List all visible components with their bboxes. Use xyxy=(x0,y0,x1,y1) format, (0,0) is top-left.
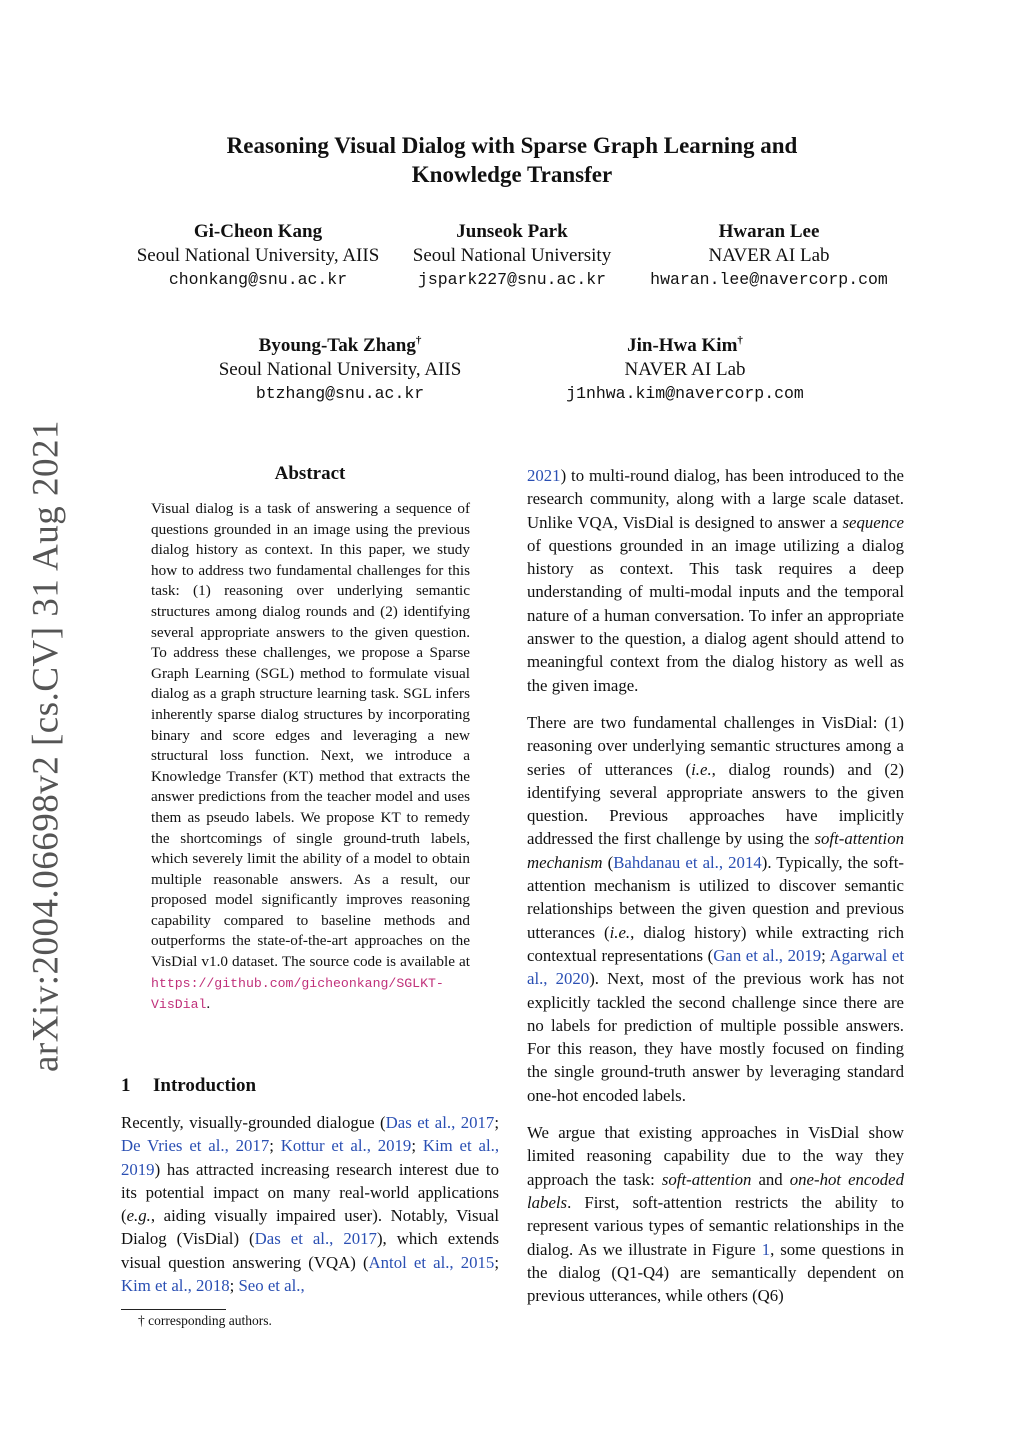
body-text: ; xyxy=(269,1136,281,1156)
emphasis-text: i.e. xyxy=(691,759,712,779)
author-affiliation: Seoul National University, AIIS xyxy=(136,245,380,266)
author-email: btzhang@snu.ac.kr xyxy=(255,384,425,403)
paper-title xyxy=(0,131,1024,189)
emphasis-text: sequence xyxy=(842,512,904,532)
body-text: , dialog history) while extracting rich contextual representations ( xyxy=(527,922,904,965)
body-text: and xyxy=(751,1169,790,1189)
emphasis-text: i.e. xyxy=(609,922,631,942)
author-affiliation: NAVER AI Lab xyxy=(624,359,746,380)
citation-link[interactable]: Kim et al., 2018 xyxy=(121,1276,230,1296)
corresponding-mark: † xyxy=(415,334,422,347)
right-column xyxy=(527,464,904,1321)
emphasis-text: one-hot encoded labels xyxy=(527,1169,904,1212)
author-email: hwaran.lee@navercorp.com xyxy=(650,270,888,289)
abstract-body xyxy=(151,499,470,1016)
author-name: Jin-Hwa Kim† xyxy=(627,334,743,356)
body-text: We argue that existing approaches in VisDial show limited reasoning capability due to the way they approach the task: xyxy=(527,1123,904,1189)
author-email: chonkang@snu.ac.kr xyxy=(168,270,348,289)
body-text: ). Typically, the soft-attention mechanism is utilized to discover semantic relationships between the given question and previous utterances ( xyxy=(527,852,904,942)
citation-link[interactable]: Kottur et al., 2019 xyxy=(280,1136,412,1156)
body-text: ). Next, most of the previous work has not explicitly tackled the second challenge since there are no labels for prediction of multiple possible answers. For this reason, they have mostly focused on finding the single ground-truth answer by leveraging standard one-hot encoded labels. xyxy=(527,969,905,1105)
source-code-link[interactable]: https://github.com/gicheonkang/SGLKT-VisDial xyxy=(151,975,444,1013)
citation-link[interactable]: Antol et al., 2015 xyxy=(368,1252,495,1272)
intro-paragraph xyxy=(121,1111,499,1297)
body-text: ( xyxy=(602,852,614,872)
body-paragraph xyxy=(527,711,904,1107)
section-number: 1 xyxy=(121,1075,131,1096)
citation-link[interactable]: Kim et al., 2019 xyxy=(121,1136,500,1179)
author-email: j1nhwa.kim@navercorp.com xyxy=(566,384,804,403)
citation-link[interactable]: Das et al., 2017 xyxy=(254,1229,377,1249)
citation-link[interactable]: Das et al., 2017 xyxy=(385,1113,495,1132)
abstract-end: . xyxy=(206,995,211,1013)
citation-link[interactable]: Gan et al., 2019 xyxy=(713,945,822,965)
body-text: ) has attracted increasing research interest due to its potential impact on many real-world applications ( xyxy=(121,1159,499,1226)
abstract-heading: Abstract xyxy=(274,463,346,484)
paper-title-line2: Knowledge Transfer xyxy=(411,162,613,187)
author-block xyxy=(540,334,830,406)
section-heading xyxy=(121,1075,256,1097)
body-text: ), which extends visual question answering (VQA) ( xyxy=(121,1229,500,1272)
emphasis-text: soft-attention mechanism xyxy=(527,829,904,872)
body-text: of questions grounded in an image utilizing a dialog history as context. This task requires a deep understanding of multi-modal inputs and the temporal nature of a human conversation. To infer an appropriate answer to the question, a dialog agent should attend to meaningful context from the dialog history as well as the given image. xyxy=(527,535,904,695)
author-name: Byoung-Tak Zhang† xyxy=(258,334,422,356)
body-text: Recently, visually-grounded dialogue ( xyxy=(121,1113,386,1132)
body-text: ; xyxy=(821,945,830,965)
citation-link[interactable]: Seo et al., xyxy=(238,1276,305,1296)
emphasis-text: soft-attention xyxy=(661,1169,752,1189)
body-text: , dialog rounds) and (2) identifying several appropriate answers to the given question. Previous approaches have implicitly addressed the first challenge by using the xyxy=(527,759,904,849)
citation-link[interactable]: 1 xyxy=(761,1239,771,1259)
abstract-text: Visual dialog is a task of answering a sequence of questions grounded in an image using the previous dialog history as context. In this paper, we study how to address two fundamental challenges for this task: (1) reasoning over underlying semantic structures among dialog rounds and (2) identifying several appropriate answers to the given question. To address these challenges, we propose a Sparse Graph Learning (SGL) method to formulate visual dialog as a graph structure learning task. SGL infers inherently sparse dialog structures by incorporating binary and score edges and leveraging a new structural loss function. Next, we introduce a Knowledge Transfer (KT) method that extracts the answer predictions from the teacher model and uses them as pseudo labels. We propose KT to remedy the shortcomings of single ground-truth labels, which severely limit the ability of a model to obtain multiple reasonable answers. As a result, our proposed model significantly improves reasoning capability compared to baseline methods and outperforms the state-of-the-art approaches on the VisDial v1.0 dataset. The source code is available at xyxy=(151,500,470,971)
author-block xyxy=(630,220,908,292)
author-block xyxy=(123,220,393,292)
author-name: Hwaran Lee xyxy=(718,221,820,242)
emphasis-text: e.g. xyxy=(126,1206,151,1226)
arxiv-identifier: arXiv:2004.06698v2 [cs.CV] 31 Aug 2021 xyxy=(25,419,67,1073)
body-text: ; xyxy=(229,1276,239,1296)
author-block xyxy=(200,334,480,406)
body-text: ; xyxy=(494,1252,499,1272)
body-text: . First, soft-attention restricts the ability to represent various types of semantic relationships in the dialog. As we illustrate in Figure xyxy=(527,1192,904,1259)
body-text: , aiding visually impaired user). Notably, Visual Dialog (VisDial) ( xyxy=(121,1206,499,1249)
body-paragraph xyxy=(527,464,904,697)
citation-link[interactable]: Agarwal et al., 2020 xyxy=(527,945,904,989)
citation-link[interactable]: 2021 xyxy=(527,466,561,485)
body-text: There are two fundamental challenges in VisDial: (1) reasoning over underlying semantic structures among a series of utterances ( xyxy=(527,712,904,779)
paper-title-line1: Reasoning Visual Dialog with Sparse Graph Learning and xyxy=(226,133,798,158)
author-affiliation: Seoul National University, AIIS xyxy=(218,359,462,380)
footnote: † corresponding authors. xyxy=(138,1313,272,1328)
body-text: ; xyxy=(411,1136,423,1156)
body-text: ) to multi-round dialog, has been introduced to the research community, along with a large scale dataset. Unlike VQA, VisDial is designed to answer a xyxy=(527,466,904,532)
author-name: Junseok Park xyxy=(456,221,568,242)
citation-link[interactable]: De Vries et al., 2017 xyxy=(121,1136,270,1156)
body-paragraph xyxy=(527,1121,904,1307)
author-name: Gi-Cheon Kang xyxy=(193,221,323,242)
author-affiliation: NAVER AI Lab xyxy=(708,245,830,266)
author-block xyxy=(399,220,625,292)
citation-link[interactable]: Bahdanau et al., 2014 xyxy=(613,852,762,872)
body-text: , some questions in the dialog (Q1-Q4) are semantically dependent on previous utterances, while others (Q6) xyxy=(527,1239,905,1306)
author-affiliation: Seoul National University xyxy=(412,245,612,266)
author-email: jspark227@snu.ac.kr xyxy=(417,270,607,289)
section-title: Introduction xyxy=(153,1075,257,1096)
body-text: ; xyxy=(494,1113,499,1132)
footnote-rule xyxy=(121,1309,226,1310)
corresponding-mark: † xyxy=(737,334,743,347)
